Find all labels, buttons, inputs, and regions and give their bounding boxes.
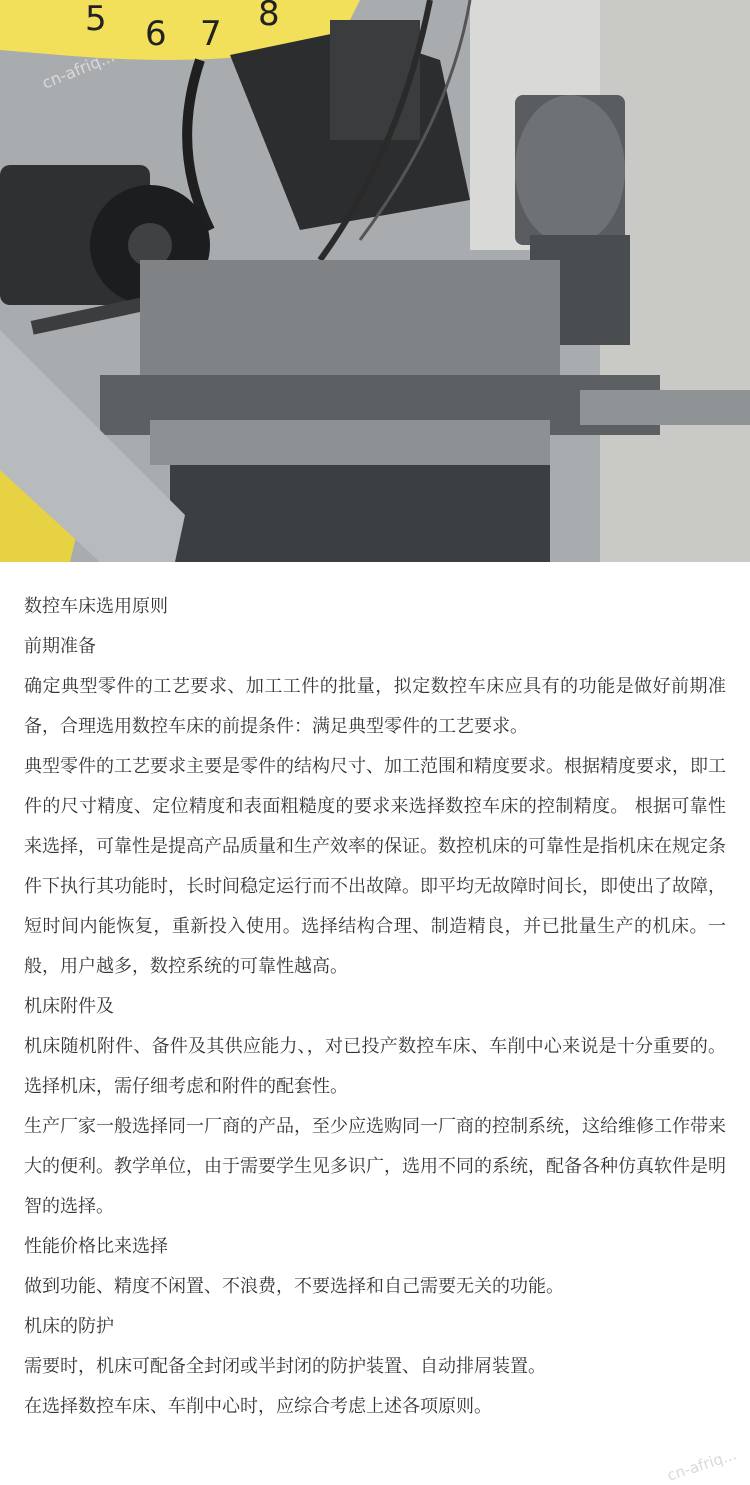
paragraph: 需要时，机床可配备全封闭或半封闭的防护装置、自动排屑装置。 (24, 1347, 726, 1387)
article (0, 562, 750, 1427)
paragraph: 生产厂家一般选择同一厂商的产品，至少应选购同一厂商的控制系统，这给维修工作带来大的便利。教学单位，由于需要学生见多识广，选用不同的系统，配备各种仿真软件是明智的选择。 (24, 1107, 726, 1227)
dial-digit: 7 (200, 14, 222, 54)
article-title: 数控车床选用原则 (24, 587, 726, 627)
machine-photo (0, 0, 750, 562)
watermark: cn-afriq... (39, 46, 117, 92)
paragraph: 做到功能、精度不闲置、不浪费，不要选择和自己需要无关的功能。 (24, 1267, 726, 1307)
dial-digit: 6 (145, 14, 167, 54)
paragraph: 确定典型零件的工艺要求、加工工件的批量，拟定数控车床应具有的功能是做好前期准备，合理选用数控车床的前提条件：满足典型零件的工艺要求。 (24, 667, 726, 747)
paragraph: 典型零件的工艺要求主要是零件的结构尺寸、加工范围和精度要求。根据精度要求，即工件的尺寸精度、定位精度和表面粗糙度的要求来选择数控车床的控制精度。 根据可靠性来选择，可靠性是提高产品质量和生产效率的保证。数控机床的可靠性是指机床在规定条件下执行其功能时，长时间稳定运行而不出故障。即平均无故障时间长，即使出了故障，短时间内能恢复，重新投入使用。选择结构合理、制造精良，并已批量生产的机床。一般，用户越多，数控系统的可靠性越高。 (24, 747, 726, 987)
dial-digit: 8 (258, 0, 280, 34)
paragraph: 在选择数控车床、车削中心时，应综合考虑上述各项原则。 (24, 1387, 726, 1427)
section-heading: 机床附件及 (24, 987, 726, 1027)
section-heading: 性能价格比来选择 (24, 1227, 726, 1267)
section-heading: 前期准备 (24, 627, 726, 667)
cnc-lathe-image (0, 0, 750, 562)
paragraph: 机床随机附件、备件及其供应能力、，对已投产数控车床、车削中心来说是十分重要的。选择机床，需仔细考虑和附件的配套性。 (24, 1027, 726, 1107)
dial-digit: 5 (85, 0, 107, 39)
section-heading: 机床的防护 (24, 1307, 726, 1347)
watermark: cn-afriq... (665, 1445, 739, 1484)
